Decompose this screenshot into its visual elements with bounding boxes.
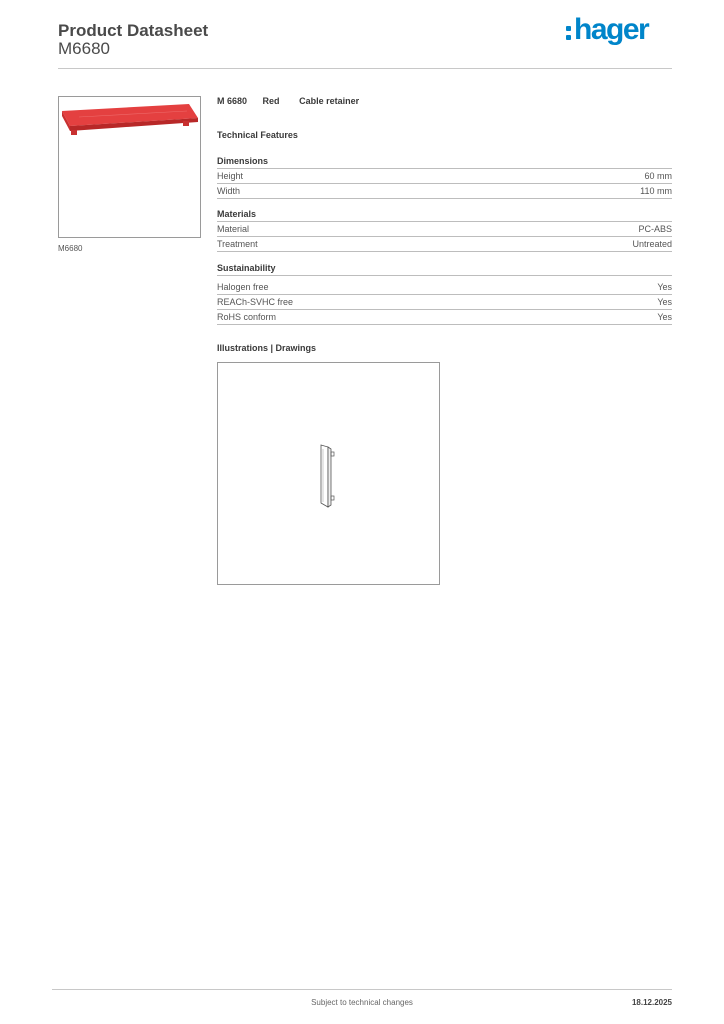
technical-drawing [217, 362, 440, 585]
spec-row-width: Width 110 mm [217, 184, 672, 199]
dimensions-group [217, 154, 672, 199]
spec-row-halogen: Halogen free Yes [217, 280, 672, 295]
product-name: Cable retainer [299, 96, 360, 106]
group-title: Dimensions [217, 154, 672, 169]
product-summary [217, 96, 372, 106]
materials-group [217, 207, 672, 252]
technical-features-title: Technical Features [217, 130, 298, 140]
spec-row-treatment: Treatment Untreated [217, 237, 672, 252]
cable-retainer-drawing [218, 363, 439, 584]
logo-dots-icon [566, 26, 571, 40]
product-code: M 6680 [217, 96, 248, 106]
group-title: Materials [217, 207, 672, 222]
spec-row-reach: REACh-SVHC free Yes [217, 295, 672, 310]
sustainability-group [217, 261, 672, 325]
spec-row-rohs: RoHS conform Yes [217, 310, 672, 325]
page-title: Product Datasheet [58, 21, 209, 40]
product-color: Red [262, 96, 280, 106]
cable-retainer-photo [59, 97, 200, 237]
illustrations-title: Illustrations | Drawings [217, 343, 317, 353]
header-divider [58, 68, 672, 69]
footer-divider [52, 989, 672, 990]
image-caption: M6680 [58, 244, 83, 253]
spec-row-material: Material PC-ABS [217, 222, 672, 237]
logo-text: hager [574, 13, 649, 46]
footer-date: 18.12.2025 [631, 998, 672, 1007]
spec-row-height: Height 60 mm [217, 169, 672, 184]
footer-note: Subject to technical changes [311, 998, 413, 1007]
product-image [58, 96, 201, 238]
hager-logo [566, 13, 648, 47]
product-reference: M6680 [58, 39, 110, 58]
group-title: Sustainability [217, 261, 672, 276]
